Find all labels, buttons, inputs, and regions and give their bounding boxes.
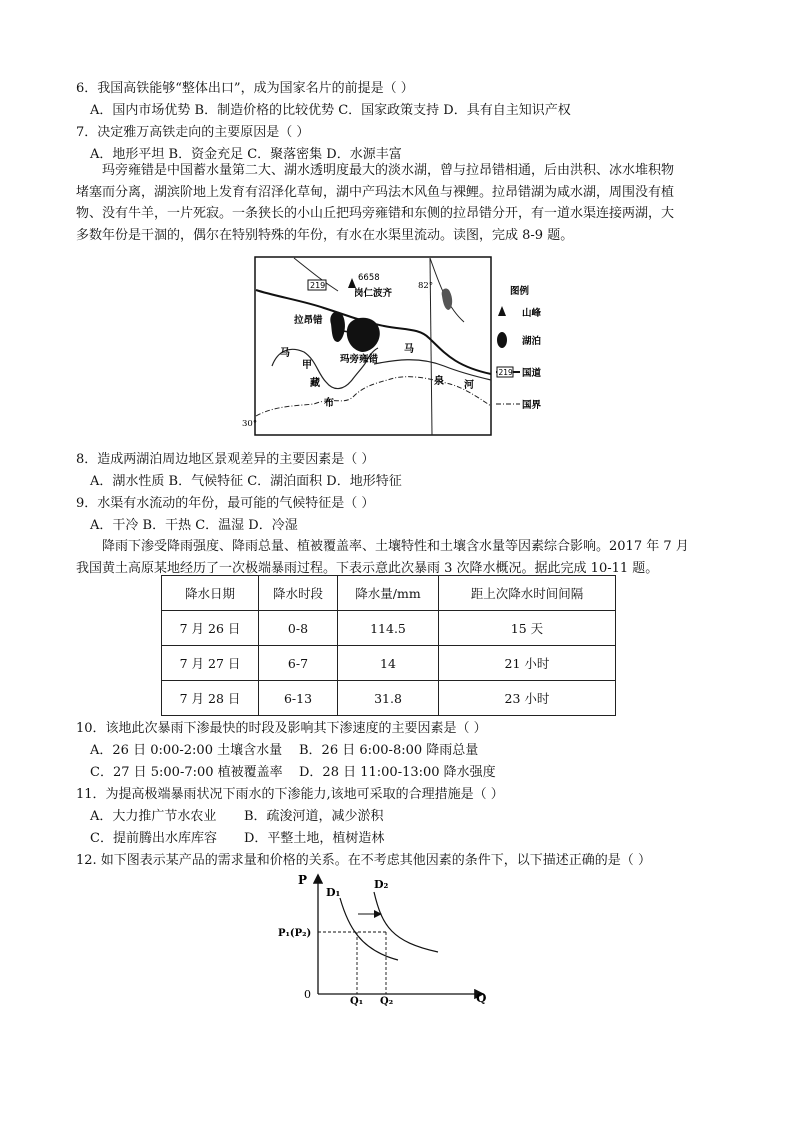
legend-border: 国界 xyxy=(522,400,542,411)
legend-title: 图例 xyxy=(510,286,530,297)
table-cell: 6-13 xyxy=(259,681,338,716)
q11-option-c: C．提前腾出水库库容 xyxy=(90,831,217,846)
table-header-row xyxy=(162,576,616,611)
q10-option-a: A．26 日 0:00-2:00 土壤含水量 xyxy=(90,743,283,758)
legend-peak: 山峰 xyxy=(522,308,542,319)
q9-stem: 9．水渠有水流动的年份，最可能的气候特征是（ ） xyxy=(76,496,375,511)
q12-stem: 12. 如下图表示某产品的需求量和价格的关系。在不考虑其他因素的条件下，以下描述正确的是（ ） xyxy=(76,853,651,868)
q6-options: A．国内市场优势 B．制造价格的比较优势 C．国家政策支持 D．具有自主知识产权 xyxy=(90,103,571,118)
table-cell: 7 月 27 日 xyxy=(162,646,259,681)
road-number: 219 xyxy=(310,281,326,290)
table-header: 降水日期 xyxy=(162,576,259,611)
river-label-quan: 泉 xyxy=(434,376,444,387)
legend-peak-icon xyxy=(498,306,506,316)
q1-label: Q₁ xyxy=(350,996,364,1007)
table-cell: 6-7 xyxy=(259,646,338,681)
lake-region-map xyxy=(242,256,492,436)
table-row xyxy=(162,611,616,646)
table-cell: 7 月 26 日 xyxy=(162,611,259,646)
q7-stem: 7．决定雅万高铁走向的主要原因是（ ） xyxy=(76,125,310,140)
legend-road-number: 219 xyxy=(498,368,513,377)
legend-lake-icon xyxy=(497,332,507,348)
q11-option-b: B．疏浚河道，减少淤积 xyxy=(244,809,384,824)
demand-curve-d2 xyxy=(374,892,438,952)
longitude-label: 82° xyxy=(418,281,434,291)
q10-option-c: C．27 日 5:00-7:00 植被覆盖率 xyxy=(90,765,283,780)
q8-stem: 8．造成两湖泊周边地区景观差异的主要因素是（ ） xyxy=(76,452,375,467)
lakes-passage: 玛旁雍错是中国蓄水量第二大、湖水透明度最大的淡水湖，曾与拉昂错相通，后由洪积、冰水堆积物 堵塞而分离，湖滨阶地上发育有沼泽化草甸，湖中产玛法木风鱼与裸鲤。拉昂错湖为咸水湖，周围没有植 物、没有牛羊，一片死寂。一条狭长的小山丘把玛旁雍错和东侧的拉昂错分开，有一道水渠连接两湖，大 多数年份是干涸的，偶尔在特别特殊的年份，有水在水渠里流动。读图，完成 8-9 题。 xyxy=(76,163,675,243)
q2-label: Q₂ xyxy=(380,996,394,1007)
table-row xyxy=(162,681,616,716)
peak-elevation: 6658 xyxy=(358,273,380,283)
map-legend xyxy=(496,282,558,422)
legend-lake: 湖泊 xyxy=(522,336,542,347)
q7-options: A．地形平坦 B．资金充足 C．聚落密集 D．水源丰富 xyxy=(90,147,402,162)
legend-road: 国道 xyxy=(522,368,542,379)
q10-stem: 10．该地此次暴雨下渗最快的时段及影响其下渗速度的主要因素是（ ） xyxy=(76,721,487,736)
river-label-jia: 甲 xyxy=(302,360,312,371)
table-cell: 114.5 xyxy=(338,611,439,646)
q11-option-d: D．平整土地，植树造林 xyxy=(244,831,385,846)
y-axis-label: P xyxy=(298,873,308,887)
table-cell: 14 xyxy=(338,646,439,681)
d2-label: D₂ xyxy=(374,878,389,891)
q8-options: A．湖水性质 B．气候特征 C．湖泊面积 D．地形特征 xyxy=(90,474,402,489)
peak-name: 岗仁波齐 xyxy=(354,288,393,299)
table-cell: 15 天 xyxy=(439,611,616,646)
lake-la-label: 拉昂错 xyxy=(294,315,323,326)
table-cell: 0-8 xyxy=(259,611,338,646)
q10-option-d: D．28 日 11:00-13:00 降水强度 xyxy=(299,765,496,780)
rainfall-table xyxy=(161,575,616,716)
canal xyxy=(343,331,349,332)
river-label-ma2: 马 xyxy=(404,344,414,355)
lake-ma-label: 玛旁雍错 xyxy=(340,354,379,365)
q11-stem: 11．为提高极端暴雨状况下雨水的下渗能力,该地可采取的合理措施是（ ） xyxy=(76,787,504,802)
table-header: 降水量/mm xyxy=(338,576,439,611)
q11-option-a: A．大力推广节水农业 xyxy=(90,809,217,824)
latitude-label: 30° xyxy=(242,419,258,429)
table-cell: 31.8 xyxy=(338,681,439,716)
q10-option-b: B．26 日 6:00-8:00 降雨总量 xyxy=(299,743,479,758)
table-header: 距上次降水时间间隔 xyxy=(439,576,616,611)
table-cell: 23 小时 xyxy=(439,681,616,716)
table-cell: 7 月 28 日 xyxy=(162,681,259,716)
table-cell: 21 小时 xyxy=(439,646,616,681)
price-label: P₁(P₂) xyxy=(278,928,312,939)
river-label-ma: 马 xyxy=(280,348,290,359)
origin-label: 0 xyxy=(304,988,311,1001)
river-label-zang: 藏 xyxy=(310,378,320,389)
q6-stem: 6．我国高铁能够“整体出口”，成为国家名片的前提是（ ） xyxy=(76,81,414,96)
river-label-bu: 布 xyxy=(324,398,334,409)
table-row xyxy=(162,646,616,681)
d1-label: D₁ xyxy=(326,886,341,899)
demand-graph xyxy=(278,870,488,1007)
q9-options: A．干冷 B．干热 C．温湿 D．冷湿 xyxy=(90,518,298,533)
rain-passage: 降雨下渗受降雨强度、降雨总量、植被覆盖率、土壤特性和土壤含水量等因素综合影响。2017 年 7 月 我国黄土高原某地经历了一次极端暴雨过程。下表示意此次暴雨 3 次降水概况。据此完成 10-11 题。 xyxy=(76,539,689,576)
table-header: 降水时段 xyxy=(259,576,338,611)
river-label-he: 河 xyxy=(464,380,474,391)
x-axis-label: Q xyxy=(476,991,487,1005)
